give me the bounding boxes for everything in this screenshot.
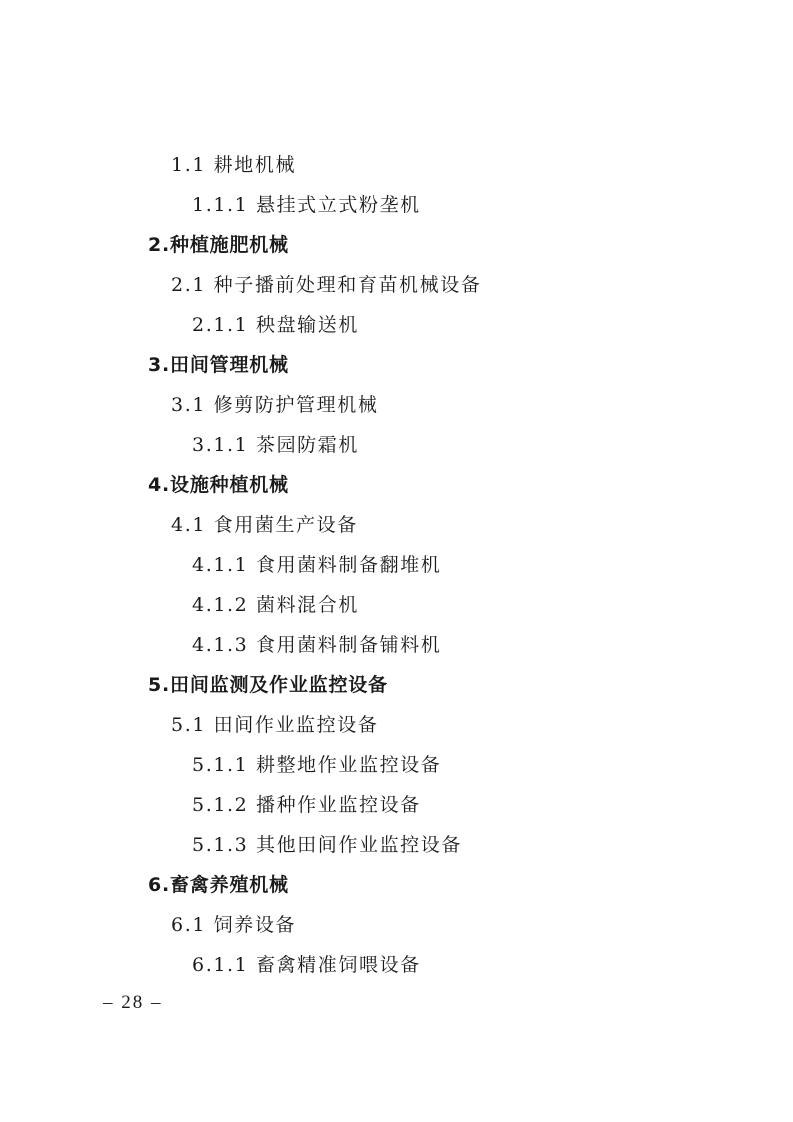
item-heading: 4.1.3 食用菌料制备铺料机 xyxy=(192,634,442,656)
page-number: – 28 – xyxy=(103,992,163,1013)
subsection-heading: 4.1 食用菌生产设备 xyxy=(171,514,358,536)
subsection-heading: 3.1 修剪防护管理机械 xyxy=(171,394,379,416)
subsection-heading: 2.1 种子播前处理和育苗机械设备 xyxy=(171,274,482,296)
item-heading: 2.1.1 秧盘输送机 xyxy=(192,314,359,336)
section-heading: 5.田间监测及作业监控设备 xyxy=(148,674,388,696)
item-heading: 1.1.1 悬挂式立式粉垄机 xyxy=(192,194,421,216)
subsection-heading: 5.1 田间作业监控设备 xyxy=(171,714,379,736)
section-heading: 4.设施种植机械 xyxy=(148,474,289,496)
item-heading: 6.1.1 畜禽精准饲喂设备 xyxy=(192,954,421,976)
section-heading: 2.种植施肥机械 xyxy=(148,234,289,256)
item-heading: 4.1.2 菌料混合机 xyxy=(192,594,359,616)
section-heading: 6.畜禽养殖机械 xyxy=(148,874,289,896)
item-heading: 5.1.1 耕整地作业监控设备 xyxy=(192,754,442,776)
item-heading: 5.1.2 播种作业监控设备 xyxy=(192,794,421,816)
item-heading: 5.1.3 其他田间作业监控设备 xyxy=(192,834,462,856)
subsection-heading: 1.1 耕地机械 xyxy=(171,154,297,176)
item-heading: 4.1.1 食用菌料制备翻堆机 xyxy=(192,554,442,576)
subsection-heading: 6.1 饲养设备 xyxy=(171,914,297,936)
section-heading: 3.田间管理机械 xyxy=(148,354,289,376)
item-heading: 3.1.1 茶园防霜机 xyxy=(192,434,359,456)
